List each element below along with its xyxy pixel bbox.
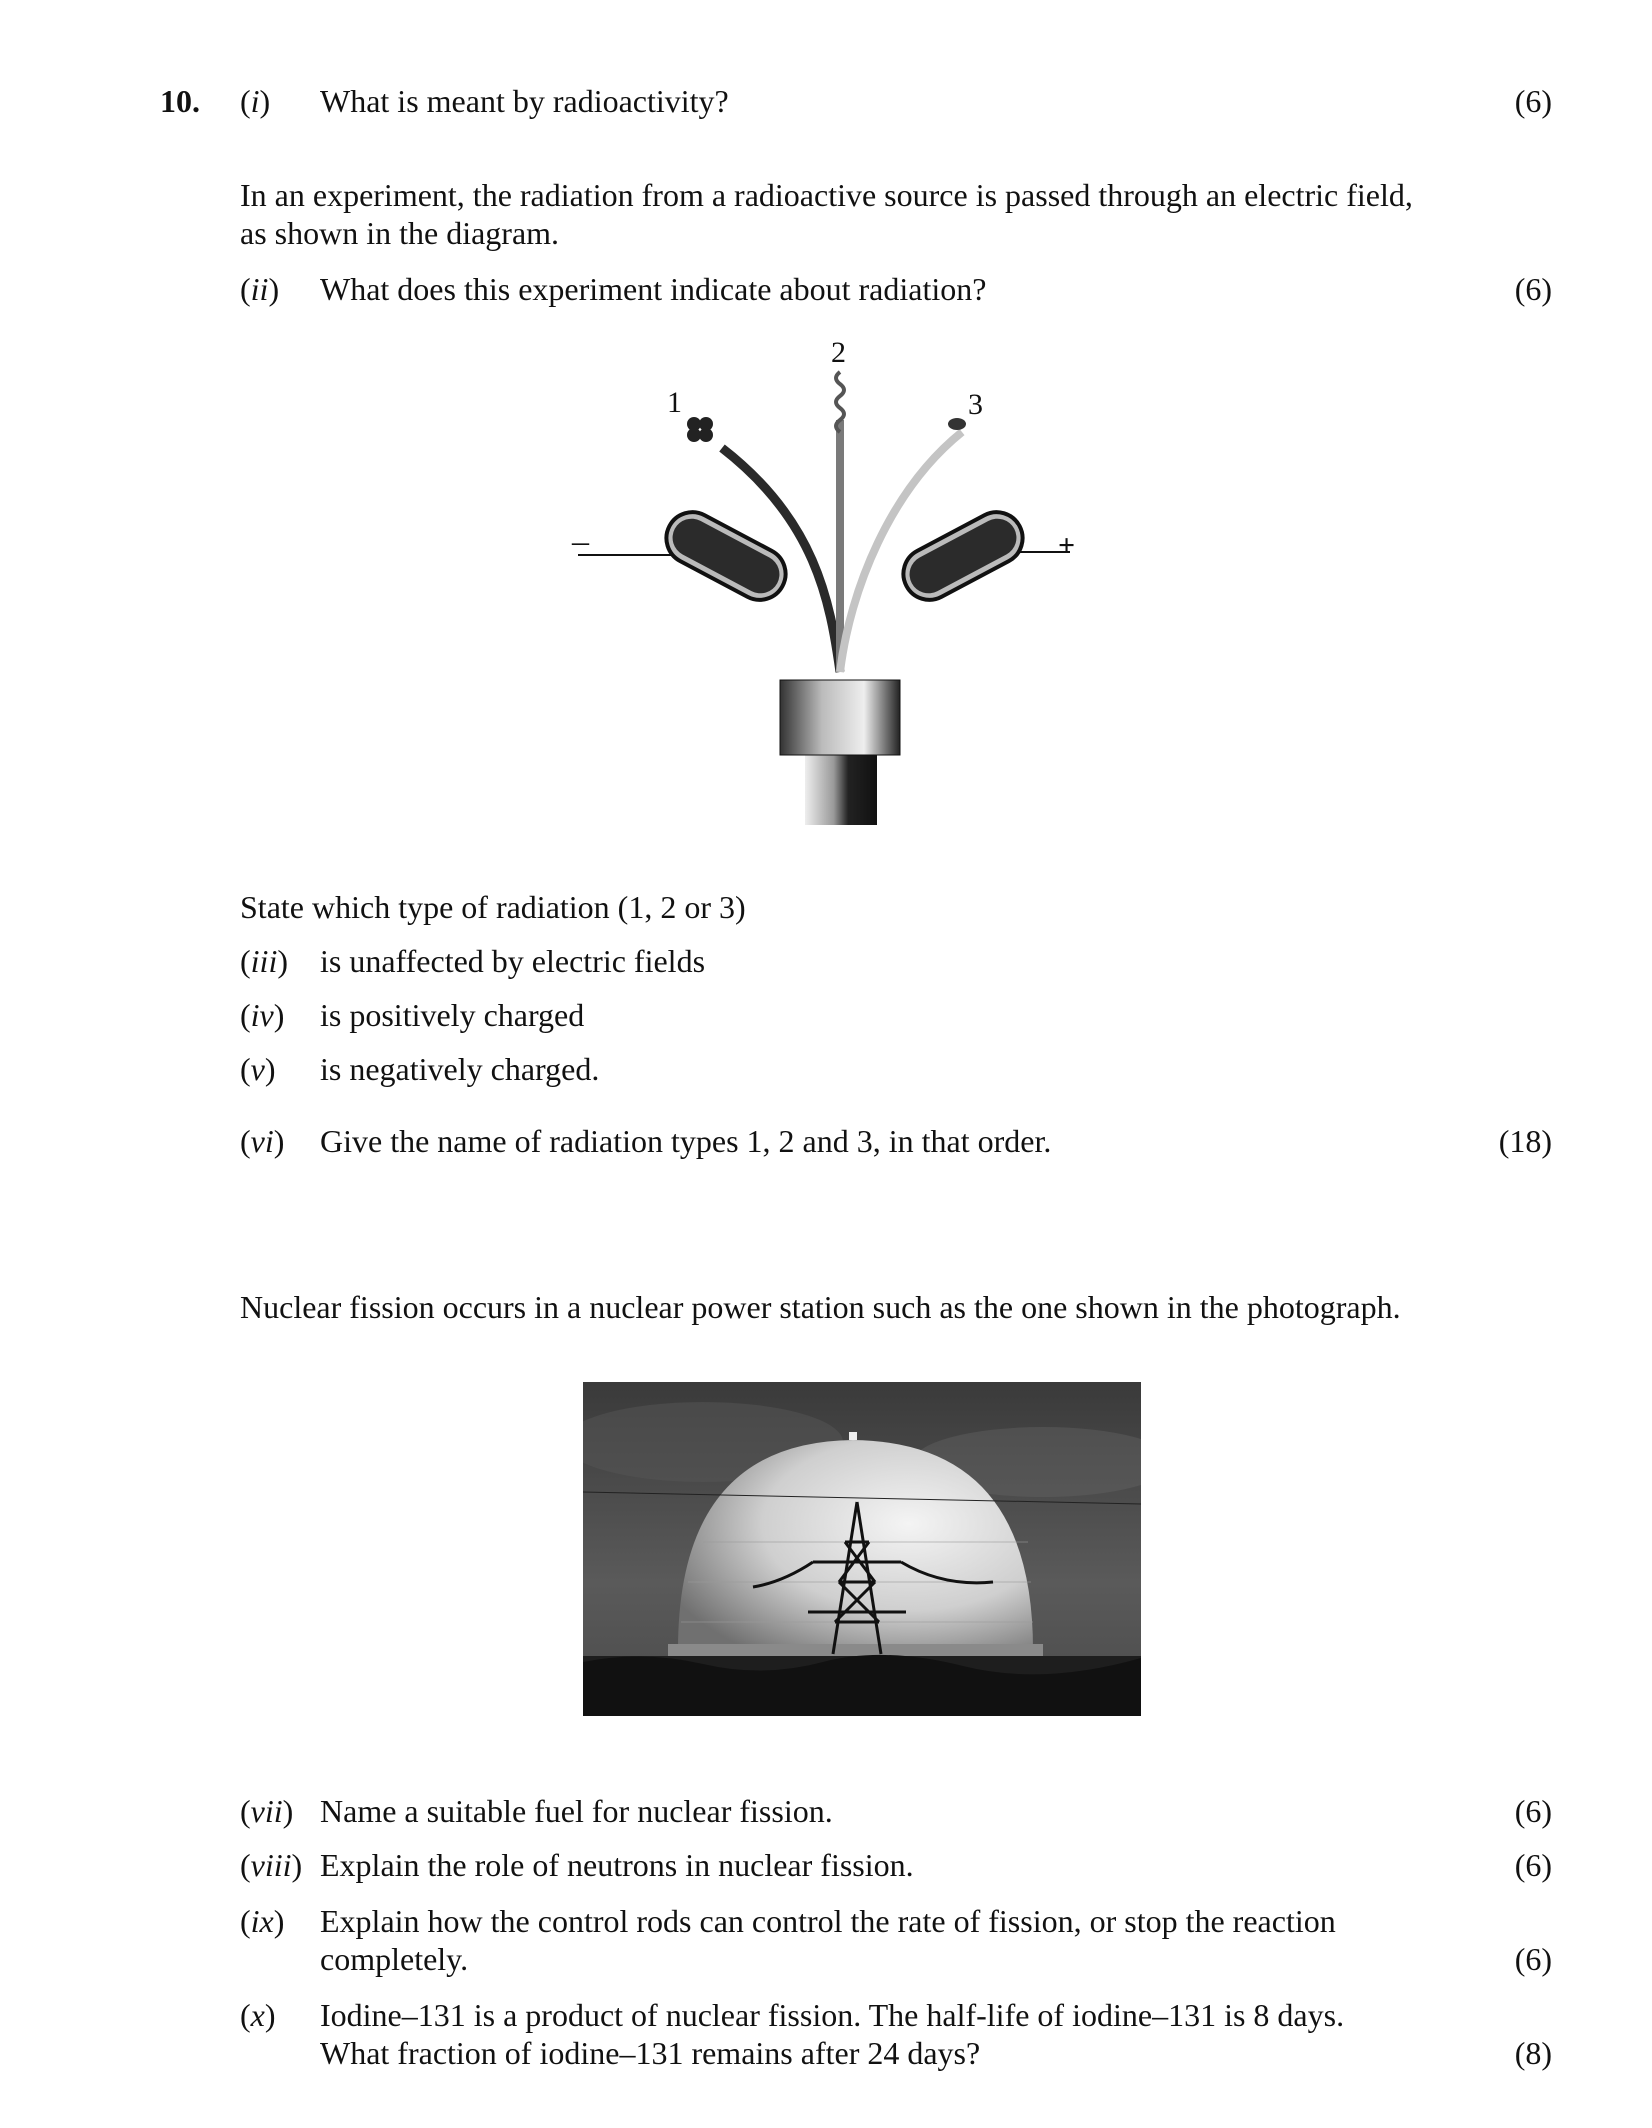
part-vi-label: (vi) [240, 1123, 285, 1159]
part-iv-label: (iv) [240, 997, 285, 1033]
part-v-text: is negatively charged. [320, 1051, 600, 1087]
state-which-text: State which type of radiation (1, 2 or 3) [240, 889, 746, 925]
part-viii-marks: (6) [1514, 1847, 1552, 1883]
source-stem [805, 755, 877, 825]
part-ix-marks: (6) [1514, 1941, 1552, 1977]
part-vi-marks: (18) [1498, 1123, 1552, 1159]
part-x-label: (x) [240, 1997, 276, 2033]
part-vii-text: Name a suitable fuel for nuclear fission. [320, 1793, 833, 1829]
fission-intro: Nuclear fission occurs in a nuclear power station such as the one shown in the photograph. [240, 1289, 1401, 1325]
part-x-marks: (8) [1514, 2035, 1552, 2071]
part-ix-line-2: completely. [320, 1941, 469, 1977]
electric-field-diagram [560, 330, 1100, 840]
radioactive-source [780, 680, 900, 755]
part-vii-marks: (6) [1514, 1793, 1552, 1829]
part-x-line-2: What fraction of iodine–131 remains after 24 days? [320, 2035, 981, 2071]
part-viii-label: (viii) [240, 1847, 303, 1883]
part-iii-text: is unaffected by electric fields [320, 943, 706, 979]
part-ix-label: (ix) [240, 1903, 285, 1939]
part-ii-text: What does this experiment indicate about radiation? [320, 271, 987, 307]
intro-line-1: In an experiment, the radiation from a radioactive source is passed through an electric field, [240, 177, 1413, 213]
part-ii-marks: (6) [1514, 271, 1552, 307]
part-i-text: What is meant by radioactivity? [320, 83, 729, 119]
positive-sign: + [1058, 529, 1076, 562]
intro-line-2: as shown in the diagram. [240, 215, 560, 251]
part-x-line-1: Iodine–131 is a product of nuclear fission. The half-life of iodine–131 is 8 days. [320, 1997, 1345, 2033]
beam-1-label: 1 [667, 386, 682, 419]
beam-3-label: 3 [968, 388, 983, 421]
part-i-marks: (6) [1514, 83, 1552, 119]
part-v-label: (v) [240, 1051, 276, 1087]
nuclear-power-station-photo [583, 1382, 1141, 1716]
negative-sign: – [572, 523, 589, 560]
beam-2-label: 2 [831, 336, 846, 369]
alpha-particle-icon [687, 417, 713, 442]
part-ii-label: (ii) [240, 271, 280, 307]
positive-plate [894, 503, 1031, 609]
part-iii-label: (iii) [240, 943, 288, 979]
beta-particle-icon [948, 418, 966, 430]
negative-plate [657, 503, 794, 609]
part-i-label: (i) [240, 83, 271, 119]
part-ix-line-1: Explain how the control rods can control the rate of fission, or stop the reaction [320, 1903, 1336, 1939]
part-vii-label: (vii) [240, 1793, 294, 1829]
part-iv-text: is positively charged [320, 997, 585, 1033]
part-vi-text: Give the name of radiation types 1, 2 and 3, in that order. [320, 1123, 1052, 1159]
question-number: 10. [160, 83, 200, 119]
part-viii-text: Explain the role of neutrons in nuclear fission. [320, 1847, 914, 1883]
